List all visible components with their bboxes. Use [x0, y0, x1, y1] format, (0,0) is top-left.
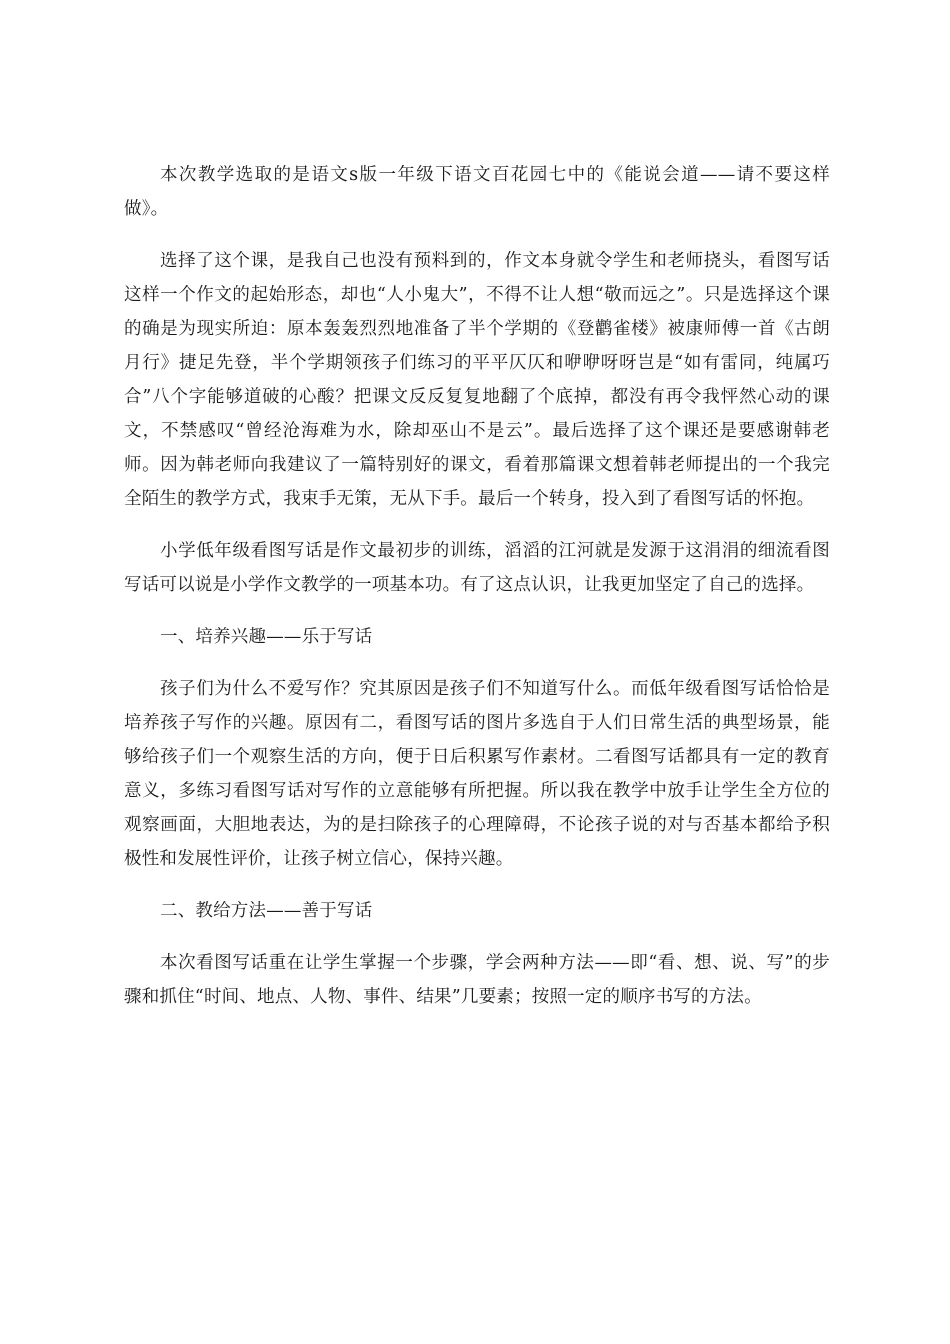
section-heading-interest: 一、培养兴趣——乐于写话: [160, 627, 373, 647]
method-paragraph: 本次看图写话重在让学生掌握一个步骤，学会两种方法——即“看、想、说、写”的步骤和抓住“时间、地点、人物、事件、结果”几要素；按照一定的顺序书写的方法。: [124, 953, 830, 1007]
foundation-paragraph: 小学低年级看图写话是作文最初步的训练，滔滔的江河就是发源于这涓涓的细流看图写话可以说是小学作文教学的一项基本功。有了这点认识，让我更加坚定了自己的选择。: [124, 541, 830, 595]
document-body: [124, 158, 830, 1014]
reason-paragraph: 选择了这个课，是我自己也没有预料到的，作文本身就令学生和老师挠头，看图写话这样一个作文的起始形态，却也“人小鬼大”，不得不让人想“敬而远之”。只是选择这个课的确是为现实所迫：原本轰轰烈烈地准备了半个学期的《登鹳雀楼》被康师傅一首《古朗月行》捷足先登，半个学期领孩子们练习的平平仄仄和咿咿呀呀岂是“如有雷同，纯属巧合”八个字能够道破的心酸？把课文反反复复地翻了个底掉，都没有再令我怦然心动的课文，不禁感叹“曾经沧海难为水，除却巫山不是云”。最后选择了这个课还是要感谢韩老师。因为韩老师向我建议了一篇特别好的课文，看着那篇课文想着韩老师提出的一个我完全陌生的教学方式，我束手无策，无从下手。最后一个转身，投入到了看图写话的怀抱。: [124, 251, 830, 509]
interest-paragraph: 孩子们为什么不爱写作？究其原因是孩子们不知道写什么。而低年级看图写话恰恰是培养孩子写作的兴趣。原因有二，看图写话的图片多选自于人们日常生活的典型场景，能够给孩子们一个观察生活的方向，便于日后积累写作素材。二看图写话都具有一定的教育意义，多练习看图写话对写作的立意能够有所把握。所以我在教学中放手让学生全方位的观察画面，大胆地表达，为的是扫除孩子的心理障碍，不论孩子说的对与否基本都给予积极性和发展性评价，让孩子树立信心，保持兴趣。: [124, 679, 830, 869]
section-heading-method: 二、教给方法——善于写话: [160, 901, 373, 921]
intro-paragraph: 本次教学选取的是语文s版一年级下语文百花园七中的《能说会道——请不要这样做》。: [124, 165, 830, 219]
